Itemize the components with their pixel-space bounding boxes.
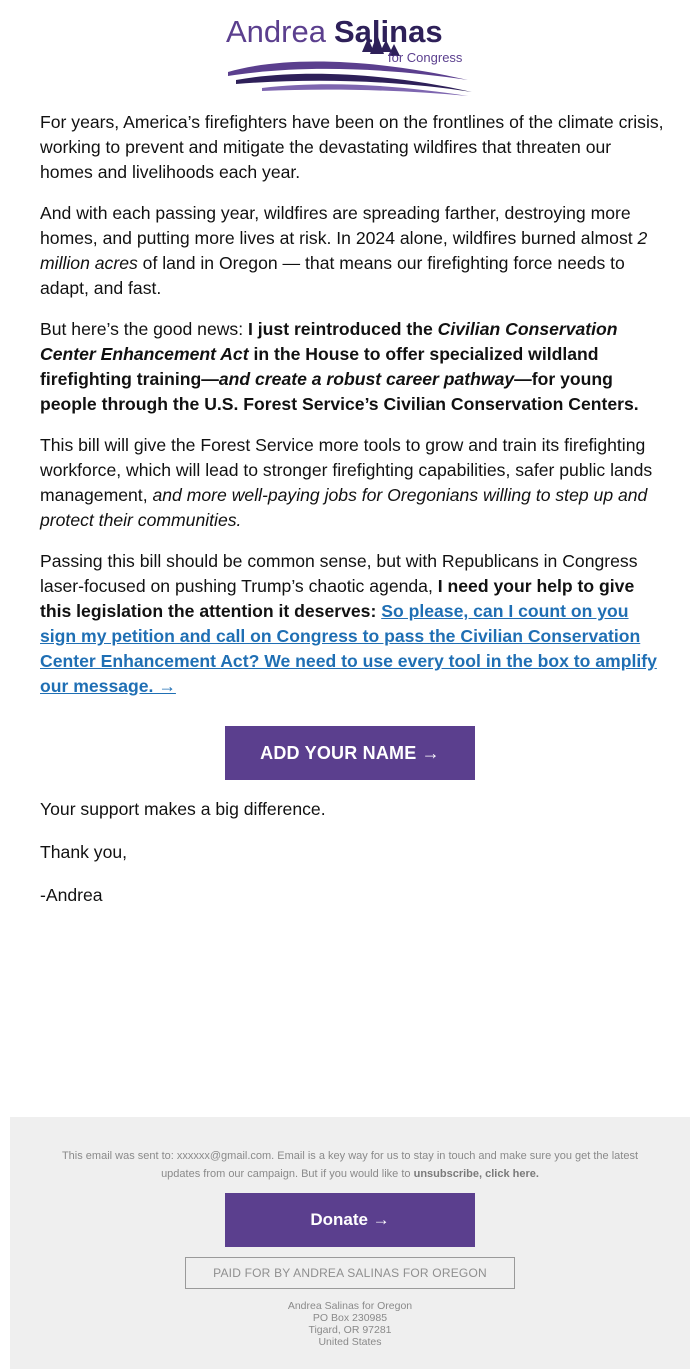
paragraph-3-bold-1: I just reintroduced the bbox=[248, 319, 438, 339]
closing-line-2: Thank you, bbox=[40, 842, 128, 862]
paragraph-3-bold-2: in the House to offer specialized wildland firefighting training— bbox=[40, 344, 599, 389]
paragraph-5 bbox=[40, 549, 665, 699]
signature: -Andrea bbox=[40, 885, 103, 905]
address-line: United States bbox=[318, 1336, 382, 1348]
paragraph-2-text-b: of land in Oregon — that means our firefighting force needs to adapt, and fast. bbox=[40, 253, 625, 298]
paragraph-4-text: This bill will give the Forest Service more tools to grow and train its firefighting workforce, which will lead to stronger firefighting capabilities, safer public lands management, bbox=[40, 435, 653, 505]
footer-note-text: This email was sent to: xxxxxx@gmail.com. Email is a key way for us to stay in touch and make sure you get the latest updates from our campaign. But if you would like to bbox=[61, 1150, 639, 1180]
footer-note bbox=[50, 1147, 650, 1183]
paragraph-4-emphasis: and more well-paying jobs for Oregonians willing to step up and protect their communities. bbox=[40, 485, 648, 530]
address-line: PO Box 230985 bbox=[312, 1312, 388, 1324]
petition-link[interactable]: So please, can I count on you sign my petition and call on Congress to pass the Civilian Conservation Center Enhancement Act? We need to use every tool in the box to amplify our message. → bbox=[40, 601, 657, 696]
paragraph-2-text-a: And with each passing year, wildfires are spreading farther, destroying more homes, and putting more lives at risk. In 2024 alone, wildfires burned almost bbox=[40, 203, 638, 248]
closing-section bbox=[40, 797, 665, 926]
address-line: Andrea Salinas for Oregon bbox=[287, 1300, 413, 1312]
paid-for-disclaimer: PAID FOR BY ANDREA SALINAS FOR OREGON bbox=[185, 1257, 515, 1289]
logo-tagline: for Congress bbox=[388, 50, 463, 65]
donate-button[interactable]: Donate → bbox=[225, 1193, 475, 1247]
header-logo-area bbox=[0, 0, 700, 104]
paragraph-3-bold-3: —for young people through the U.S. Forest Service’s Civilian Conservation Centers. bbox=[40, 369, 639, 414]
paragraph-1-text: For years, America’s firefighters have been on the frontlines of the climate crisis, working to prevent and mitigate the devastating wildfires that threaten our homes and livelihoods each year. bbox=[40, 112, 664, 182]
paragraph-4 bbox=[40, 433, 665, 533]
paragraph-5-text: Passing this bill should be common sense, but with Republicans in Congress laser-focused on pushing Trump’s chaotic agenda, bbox=[40, 551, 638, 596]
closing-line-1: Your support makes a big difference. bbox=[40, 799, 326, 819]
logo-last-name: Salinas bbox=[334, 14, 443, 49]
paragraph-5-bold: I need your help to give this legislation the attention it deserves: bbox=[40, 576, 635, 621]
paragraph-2-emphasis: 2 million acres bbox=[40, 228, 648, 273]
add-your-name-button[interactable]: ADD YOUR NAME → bbox=[225, 726, 475, 780]
paragraph-3 bbox=[40, 317, 665, 417]
cta-row bbox=[0, 726, 700, 780]
paragraph-3-emphasis-2: and create a robust career pathway bbox=[218, 369, 515, 389]
paragraph-3-text-a: But here’s the good news: bbox=[40, 319, 249, 339]
email-body bbox=[40, 110, 665, 715]
logo-first-name: Andrea bbox=[226, 14, 326, 49]
paragraph-3-act-name: Civilian Conservation Center Enhancement Act bbox=[40, 319, 618, 364]
unsubscribe-link[interactable]: unsubscribe, click here. bbox=[413, 1168, 539, 1180]
paragraph-1 bbox=[40, 110, 665, 185]
mailing-address bbox=[10, 1300, 690, 1348]
address-line: Tigard, OR 97281 bbox=[308, 1324, 392, 1336]
email-footer bbox=[10, 1117, 690, 1369]
paragraph-2 bbox=[40, 201, 665, 301]
campaign-logo bbox=[222, 14, 478, 96]
